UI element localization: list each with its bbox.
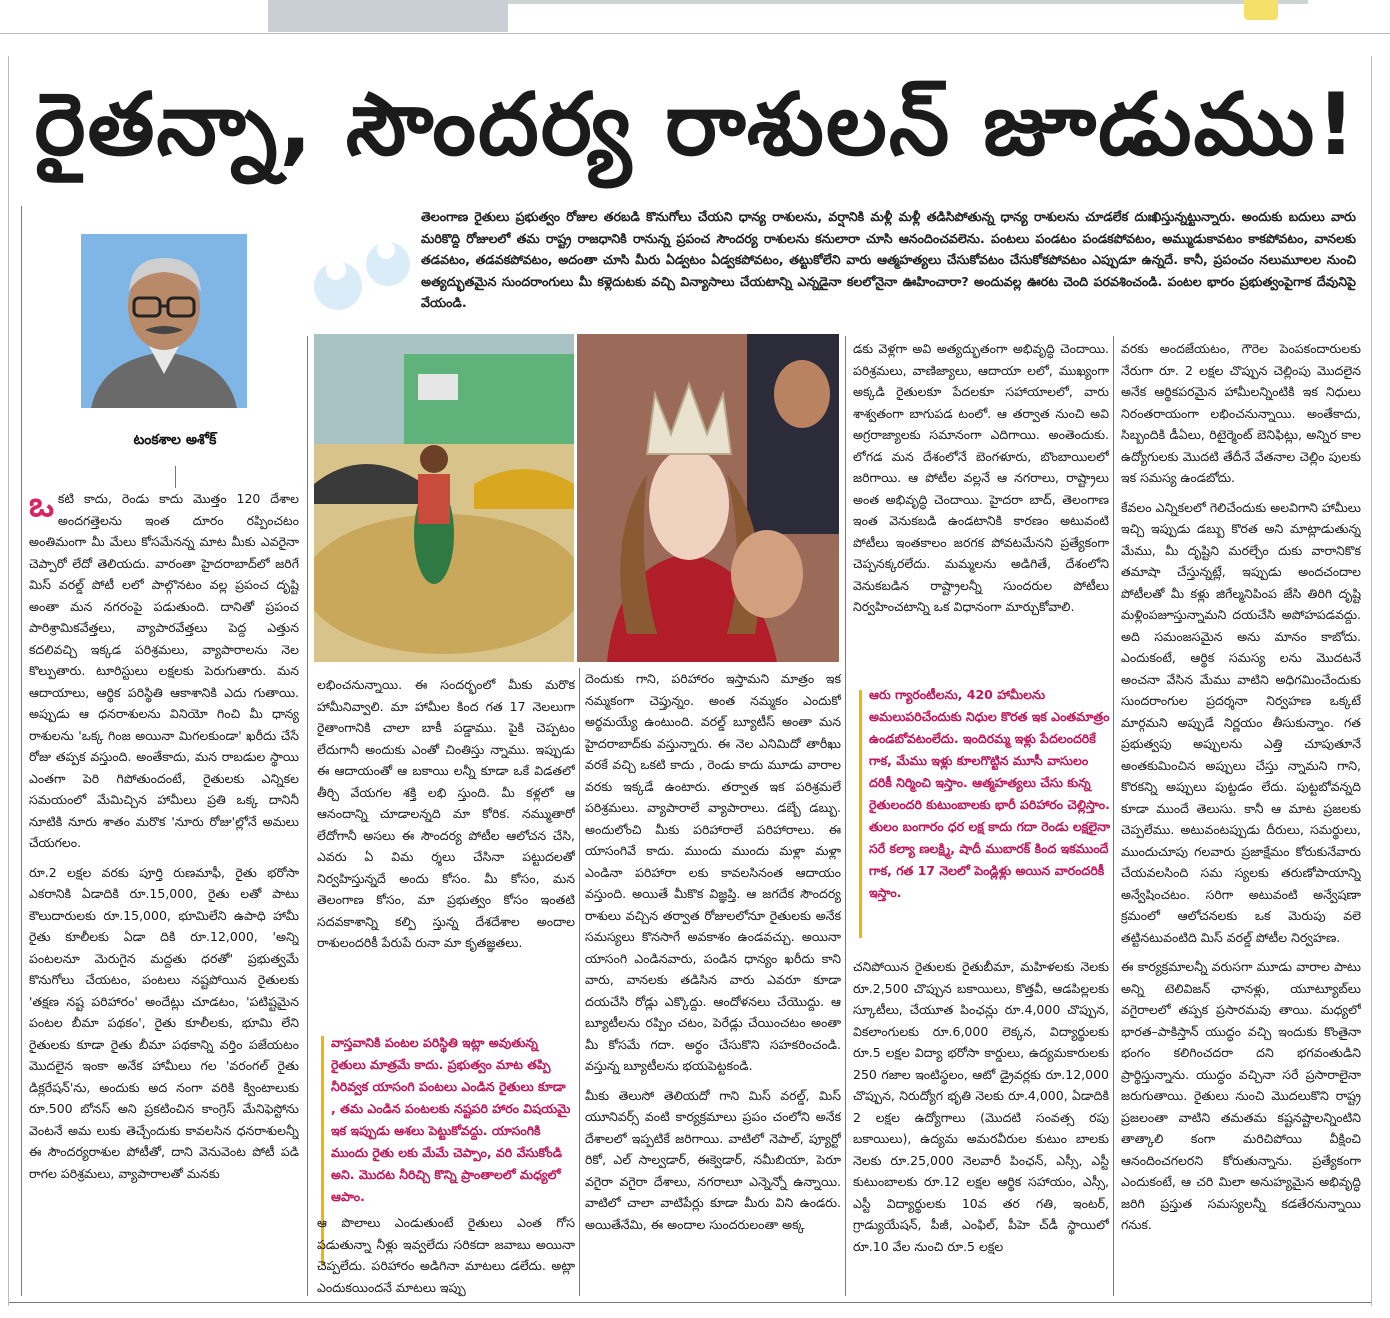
column-2-bottom	[317, 1212, 575, 1298]
column-rule-3	[845, 336, 846, 1296]
column-1-text-1: కటి కాదు, రెండు కాదు మొత్తం 120 దేశాల అందగత్తెలను ఇంత దూరం రప్పించటం అంతిమంగా మీ మేలు కోసమేనన్న మాట మీకు ఎవరైనా చెప్పారో లేదో తెలియదు. వారంతా హైదరాబాద్‌లో జరిగే మిస్ వరల్డ్ పోటీ లలో పాల్గొనటం వల్ల ప్రపంచ దృష్టి అంతా మన నగరంపై పడుతుంది. దానితో ప్రపంచ పారిశ్రామికవేత్తలు, వ్యాపారవేత్తలు పెద్ద ఎత్తున కదలివచ్చి ఇక్కడ పరిశ్రమలు, వ్యాపారాలను నెల కొల్పుతారు. టూరిస్టులు లక్షలకు పెరుగుతారు. మన ఆదాయాలు, ఆర్థిక పరిస్థితి ఆకాశానికి ఎదు గుతాయి. అప్పుడు ఆ ధనరాశులను వినియో గించి మీ ధాన్య రాశులను 'ఒక్క గింజ అయినా మిగలకుండా' ఖరీదు చేసే రోజు తప్పక వస్తుంది. అంతేకాదు, మన రాబడుల స్థాయి ఎంతగా పెరి గిపోతుందంటే, రైతులకు ఎన్నికల సమయంలో మేమిచ్చిన హామీలు ప్రతి ఒక్క దానినీ నూటికి నూరు శాతం మరొక 'నూరు రోజు'ల్లోనే అమలు చేయగలం.	[29, 491, 299, 850]
column-5	[1121, 338, 1361, 1298]
top-line	[508, 0, 1308, 4]
author-portrait-icon	[81, 234, 247, 408]
column-rule-2	[579, 668, 580, 1296]
pull-quote-2: ఆరు గ్యారంటీలను, 420 హామీలను అమలుపరిచేందుకు నిధుల కొరత ఇక ఎంతమాత్రం ఉండబోవటంలేదు. ఇందిరమ్మ ఇళ్లు పేదలందరికే గాక, మేము ఇళ్లు కూలగొట్టిన మూసీ వాసులం దరికీ నిర్మించి ఇస్తాం. ఆత్మహత్యలు చేసు కున్న రైతులందరి కుటుంబాలకు భారీ పరిహారం చెల్లిస్తాం. తులం బంగారం ధర లక్ష కాదు గదా రెండు లక్షలైనా సరే కల్యా ణలక్ష్మి, షాదీ ముబారక్ కింద ఇకముందే గాక, గత 17 నెలలో పెండ్లిళ్లు అయిన వారందరికీ ఇస్తాం.	[869, 687, 1111, 900]
column-4-bottom	[853, 956, 1109, 1298]
page-bottom-rule	[9, 1302, 1371, 1303]
column-1	[29, 488, 299, 1298]
column-rule-4	[1113, 336, 1114, 1296]
dropcap: ఒ	[29, 488, 54, 525]
byline-rule	[175, 466, 176, 488]
column-3	[585, 668, 841, 1298]
column-4-paragraph-2: చనిపోయిన రైతులకు రైతుబీమా, మహిళలకు నెలకు రూ.2,500 చొప్పున బకాయిలు, కొత్తవీ, ఆడపిల్లలకు స్కూటీలు, చేయూత పింఛన్లు రూ.4,000 చొప్పున, వికలాంగులకు రూ.6,000 లెక్కన, విద్యార్థులకు రూ.5 లక్షల విద్యా భరోసా కార్డులు, ఉద్యమకారులకు 250 గజాల ఇంటిస్థలం, ఆటో డ్రైవర్లకు రూ.12,000 చొప్పున, నిరుద్యోగ భృతి నెలకు రూ.4,000, ఏడాదికి 2 లక్షల ఉద్యోగాలు (మొదటి సంవత్స రపు బకాయిలు), ఉద్యమ అమరవీరుల కుటుం బాలకు నెలకు రూ.25,000 నెలవారీ పింఛన్, ఎస్సీ, ఎస్టీ కుటుంబాలకు రూ.12 లక్షల ఆర్థిక సహాయం, ఎస్సీ, ఎస్టీ విద్యార్థులకు 10వ తర గతి, ఇంటర్, గ్రాడ్యుయేషన్, పీజీ, ఎంఫిల్, పీహె చ్‌డీ స్థాయిలో రూ.10 వేల నుంచి రూ.5 లక్షల	[853, 959, 1109, 1254]
column-4-paragraph-1: డకు వెళ్లగా అవి అత్యద్భుతంగా అభివృద్ధి చెందాయి. పరిశ్రమలు, వాణిజ్యాలు, ఆదాయా లలో, ముఖ్యంగా అక్కడి రైతులకూ పేదలకూ సహాయాలలో, వారు శాశ్వతంగా బాగుపడ టంలో. ఆ తర్వాత నుంచి అవి అగ్రరాజ్యాలకు సమానంగా ఎదిగాయి. అంతెందుకు. లోగడ మన దేశంలోనే బెంగళూరు, బొంబాయిలలో జరిగాయి. ఆ పోటీల వల్లనే ఆ నగరాలు, రాష్ట్రాలు అంత అభివృద్ధి చెందాయి. హైదరా బాద్, తెలంగాణ ఇంత వెనుకబడి ఉండటానికి కారణం అటువంటి పోటీలు ఇంతకాలం జరగక పోవటమేనని ప్రత్యేకంగా చెప్పనక్కరలేదు. మమ్మలను అడిగితే, దేశంలోని వెనుకబడిన రాష్ట్రాలన్నీ సుందరుల పోటీలు నిర్వహించటాన్ని ఒక విధానంగా మార్చుకోవాలి.	[853, 341, 1109, 614]
column-1-paragraph-2: రూ.2 లక్షల వరకు పూర్తి రుణమాఫీ, రైతు భరోసా ఎకరానికి ఏడాదికి రూ.15,000, రైతు లతో పాటు కౌలుదారులకు రూ.15,000, భూమిలేని ఉపాధి హామీ రైతు కూలీలకు ఏడా దికి రూ.12,000, 'అన్ని పంటలనూ మెరుగైన మద్దతు ధరతో' ప్రభుత్వమే కొనుగోలు చేయటం, పంటలు నష్టపోయిన రైతులకు 'తక్షణ నష్ట పరిహారం' అందేట్లు చూడటం, 'పటిష్టమైన పంటల బీమా పథకం', రైతు కూలీలకు, భూమి లేని రైతులకు కూడా రైతు బీమా పథకాన్ని వర్తిం పజేయటం మొదలైన ఇంకా అనేక హామీలు గల 'వరంగల్ రైతు డిక్లరేషన్'ను, అందుకు అద నంగా వరికి క్వింటాలుకు రూ.500 బోనస్ అని ప్రకటించిన కాంగ్రెస్ మేనిఫెస్టోను వెంటనే అమ లుకు తెచ్చేందుకు కావలసిన ధనరాశులన్నీ ఈ సౌందర్యరాశుల పోటీతో, దాని వెనువెంట పోటీ పడి రాగల పరిశ్రమలు, వ్యాపారాలతో మనకు	[29, 864, 299, 1181]
pull-quote-2-bar	[859, 690, 862, 938]
column-rule-1	[307, 336, 308, 1296]
column-3-paragraph-1: దెందుకు గాని, పరిహారం ఇస్తామని మాత్రం ఇక నమ్మకంగా చెప్తున్నం. అంత నమ్మకం ఎందుకో అర్థమయ్యే ఉంటుంది. వరల్డ్ బ్యూటీస్ అంతా మన హైదరాబాద్‌కు వస్తున్నారు. ఈ నెల ఎనిమిదో తారీఖు వరకే వచ్చి ఒకటి కాదు , రెండు కాదు మూడు వారాల వరకు ఇక్కడే ఉంటారు. తర్వాత ఇక పరిశ్రమలే పరిశ్రమలు. వ్యాపారాలే వ్యాపారాలు. డబ్బే డబ్బు. అందులోంచి మీకు పరిహారాలే పరిహారాలు. ఈ యాసంగివే కాదు. ముందు ముందు మళ్లా మళ్లా ఎండినా పరిహారా లకు కావలసినంత ఆదాయం వస్తుంది. అయితే మీకొక విజ్ఞప్తి. ఆ జగదేక సౌందర్య రాశులు వచ్చిన తర్వాత రోజులలోనూ రైతులకు అనేక సమస్యలు కొనసాగే అవకాశం ఉండవచ్చు. అయినా యాసంగి ఎండినవారు, పండిన ధాన్యం ఖరీదు కాని వారు, వానలకు తడిసిన వారు ఎవరూ కూడా దయచేసి రోడ్లు ఎక్కొద్దు. ఆందోళనలు చేయొద్దు. ఆ బ్యూటీలను రప్పిం చటం, పెరేడ్లు చేయించటం అంతా మీ కోసమే గదా. అర్థం చేసుకొని సహకరించండి. వస్తున్న బ్యూటీలను భయపెట్టకండి.	[585, 671, 841, 1073]
article-intro: తెలంగాణ రైతులు ప్రభుత్వం రోజుల తరబడి కొనుగోలు చేయని ధాన్య రాశులను, వర్షానికి మళ్లీ మళ్లీ తడిసిపోతున్న ధాన్య రాశులను చూడలేక దుఃఖిస్తున్నట్టున్నారు. అందుకు బదులు వారు మరికొద్ది రోజులలో తమ రాష్ట్ర రాజధానికి రానున్న ప్రపంచ సౌందర్య రాశులను కనులారా చూసి ఆనందించవలెను. పంటలు పండటం పండకపోవటం, అమ్ముడుకావటం కాకపోవటం, వానలకు తడవటం, తడవకపోవటం, అదంతా చూసి మీరు ఏడ్వటం ఏడ్వకపోవటం, తట్టుకోలేని వారు ఆత్మహత్యలు చేసుకోవటం చేసుకోకపోవటం ఎప్పుడూ ఉన్నదే. కానీ, ప్రపంచం నలుమూలల నుంచి అత్యద్భుతమైన సుందరాంగులు మీ కళ్లెదుటకు వచ్చి విన్యాసాలు చేయటాన్ని ఎన్నడైనా కలలోనైనా ఊహించారా? అందువల్ల ఊరట చెంది పరవశించండి. పంటల భారం ప్రభుత్వంపైగాక దేవునిపై వేయండి.	[421, 209, 1356, 310]
column-5-paragraph-2: కేవలం ఎన్నికలలో గెలిచేందుకు అలవిగాని హామీలు ఇచ్చి ఇప్పుడు డబ్బు కొరత అని మాట్లాడుతున్న మేము, మీ దృష్టిని మరల్చేం దుకు వారానికొక తమాషా చేస్తున్నట్లే, ఇప్పుడు అందచందాల పోటీలతో మీ కళ్లు జిగేల్మనిపింప జేసి తిరిగి దృష్టి మళ్లింపజూస్తున్నామని దయచేసి అపోహపడవద్దు. అది సమంజసమైన అను మానం కాబోదు. ఎందుకంటే, ఆర్థిక సమస్య లను మొదటనే అంచనా వేసిన మేము వాటిని అధిగమించేందుకు సుందరాంగుల ప్రదర్శనా నిర్వహణ ఒక్కటే మార్గమని అప్పుడే నిర్ణయం తీసుకున్నాం. గత ప్రభుత్వపు అప్పులను ఎత్తి చూపుతూనే అంతకుమించిన అప్పులు చేస్తు న్నామని గాని, కొరకన్ని అప్పులు పుట్టడం లేదు. పుట్టబోవన్నది కూడా ముందే తెలుసు. కానీ ఆ మాట ప్రజలకు చెప్పలేము. అటువంటప్పుడు దీరులు, సమర్థులు, ముందుచూపు గలవారు ప్రజాక్షేమం కోరుకునేవారు చేయవలసింది సమ స్యలకు తరుణోపాయాన్ని అన్వేషించటం. సరిగా అటువంటి అన్వేషణా క్రమంలో ఆలోచనలకు ఒక మెరుపు వలె తట్టినటువంటిది మిస్ వరల్డ్ పోటీల నిర్వహణ.	[1121, 499, 1361, 945]
left-column-rule	[21, 206, 22, 1296]
column-4-top	[853, 338, 1109, 662]
column-5-paragraph-3: ఈ కార్యక్రమాలన్నీ వరుసగా మూడు వారాల పాటు అన్ని టెలివిజన్ ఛానళ్లు, యూట్యూబ్‌లు వగైరాలలో తప్పక ప్రసారమవు తాయి. మధ్యలో భారత–పాకిస్తాన్ యుద్ధం వచ్చి ఇందుకు కొంతైనా భంగం కలిగించదరా దని భగవంతుడిని ప్రార్థిస్తున్నాను. యుద్ధం వచ్చినా సరే ప్రసారాలైనా జరుగుతాయి. రైతులు నుంచి మొదలుకొని రాష్ట్ర ప్రజలంతా వాటిని తమతమ కష్టనష్టాలన్నింటిని తాత్కాలి కంగా మరిచిపోయి వీక్షించి ఆనందించగలరని కోరుతున్నాను. ప్రత్యేకంగా ఎందుకంటే, ఆ చరి మిలా అనుహ్యమైన అభివృద్ధి జరిగి ప్రస్తుత సమస్యలన్నీ కడతేరనున్నాయి గనుక.	[1121, 959, 1361, 1232]
headline: రైతన్నా, సౌందర్య రాశులన్ జూడుము!	[34, 75, 1358, 175]
column-2-top	[317, 674, 575, 1014]
quote-marks-icon	[314, 228, 424, 318]
top-gray-block	[268, 0, 508, 32]
farmer-drying-grain-photo	[314, 334, 574, 662]
top-yellow-tab	[1244, 0, 1278, 20]
author-name: టంకశాల అశోక్	[133, 432, 217, 448]
top-strip	[0, 0, 1390, 34]
article-page	[8, 56, 1372, 1306]
column-1-paragraph-1	[29, 488, 299, 854]
column-3-paragraph-2: మీకు తెలుసో తెలియదో గాని మిస్ వరల్డ్, మిస్ యూనివర్స్ వంటి కార్యక్రమాలు ప్రపం చంలోని అనేక దేశాలలో ఇప్పటికే జరిగాయి. వాటిలో నెపాల్, ప్యూర్టో రికో, ఎల్ సాల్వడార్, ఈక్వెడార్, నమీబియా, పెరూ వగైరా వగైరా దేశాలు, నగరాలూ ఎన్నెన్నో ఉన్నాయి. వాటిలో చాలా వాటిపేర్లు కూడా మీరు విని ఉండరు. అయితేనేమి, ఈ అందాల సుందరులంతా అక్క	[585, 1087, 841, 1232]
pull-quote-1: వాస్తవానికి పంటల పరిస్థితి ఇట్లా అవుతున్న రైతులు మాత్రమే కాదు. ప్రభుత్వం మాట తప్పి నీరివ్వక యాసంగి పంటలు ఎండిన రైతులు కూడా , తమ ఎండిన పంటలకు నష్టపరి హారం విషయమై ఇక ఇప్పుడు ఆశలు పెట్టుకోవద్దు. యాసంగికి ముందు రైతు లకు మేమే చెప్పాం, వరి వేసుకోండి అని. మొదట నీరిచ్చి కొన్ని ప్రాంతాలలో మధ్యలో ఆపాం.	[331, 1035, 571, 1204]
column-2-paragraph-2: ఆ పొలాలు ఎండుతుంటే రైతులు ఎంత గోస పడుతున్నా నీళ్లు ఇవ్వలేదు సరికదా జవాబు అయినా చెప్పలేదు. పరిహారం అడిగినా మాటలు డలేదు. అట్లా ఎందుకయిందనే మాటలు ఇప్పు	[317, 1215, 575, 1295]
column-2-paragraph-1: లభించనున్నాయి. ఈ సందర్భంలో మీకు మరొక హామీనివ్వాలి. మా హామీల కింద గత 17 నెలలుగా రైతాంగానికి చాలా బాకీ పడ్డాము. పైకి చెప్పటం లేదుగానీ అందుకు ఎంతో చింతిస్తు న్నాము. ఇప్పుడు ఈ ఆదాయంతో ఆ బకాయి లన్నీ కూడా ఒకే విడతలో తీర్చి వేయగల శక్తి లభి స్తుంది. మీ కళ్లలో ఆ ఆనందాన్ని చూడాలన్నది మా కోరిక. నమ్ముతారో లేదోగానీ అసలు ఈ సౌందర్య పోటీల ఆలోచన చేసి, ఎవరు ఏ విమ ర్శలు చేసినా పట్టుదలతో నిర్వహిస్తున్నదే అందు కోసం. మీ కోసం, మన తెలంగాణ కోసం, మా ప్రభుత్వం కోసం ఇంతటి సదవకాశాన్ని కల్పి స్తున్న దేశదేశాల అందాల రాశులందరికీ పేరుపే రునా మా కృతజ్ఞతలు.	[317, 677, 575, 950]
column-5-paragraph-1: వరకు అందజేయటం, గౌరెల పెంపకందారులకు నేరుగా రూ. 2 లక్షల చొప్పున చెల్లింపు మొదలైన అనేక ఆర్థికపరమైన హామీలన్నింటికి ఇక నిధులు నిరంతరాయంగా లభించనున్నాయి. అంతేకాదు, సిబ్బందికి డీఏలు, రిటైర్మెంట్ బెనిఫిట్లు, అన్నిర కాల ఉద్యోగులకు మొదటి తేదీనే వేతనాల చెల్లిం పులకు ఇక సమస్య ఉండబోదు.	[1121, 341, 1361, 485]
miss-world-contestant-photo	[577, 334, 839, 662]
